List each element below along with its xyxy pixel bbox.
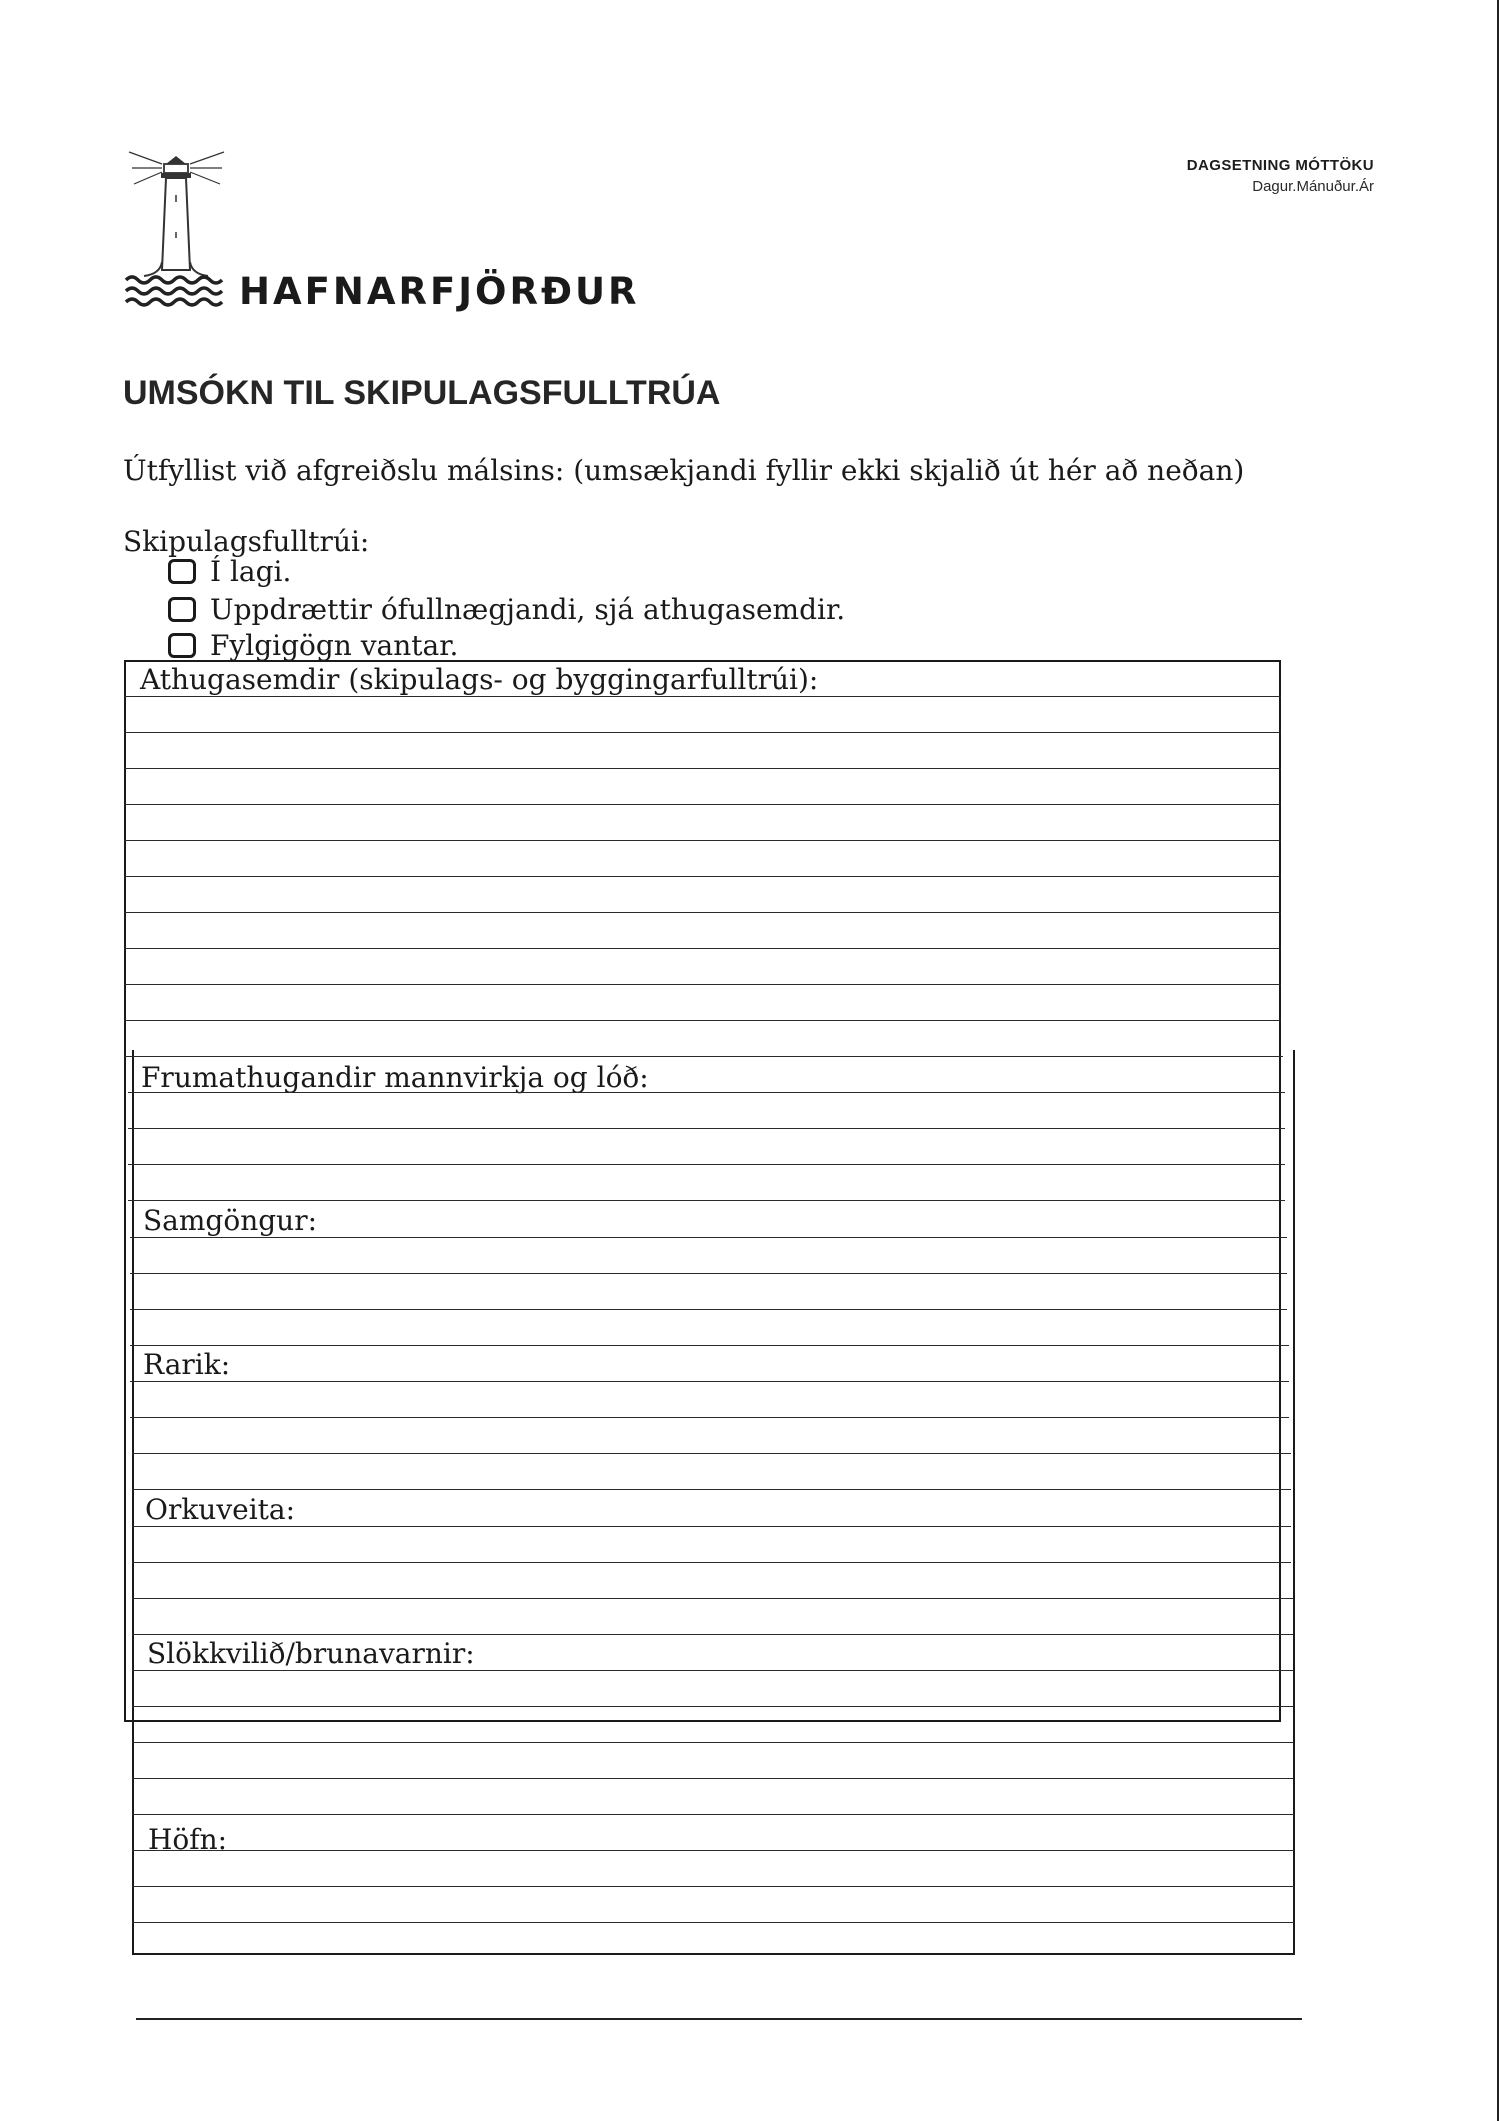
writing-line[interactable] bbox=[132, 1670, 1293, 1671]
writing-line[interactable] bbox=[132, 1453, 1291, 1454]
writing-line[interactable] bbox=[128, 1128, 1285, 1129]
writing-line[interactable] bbox=[128, 1092, 1285, 1093]
section-label-transport: Samgöngur: bbox=[143, 1204, 318, 1237]
status-label: Skipulagsfulltrúi: bbox=[123, 525, 370, 558]
page-edge-line bbox=[1497, 0, 1499, 2121]
writing-line[interactable] bbox=[124, 840, 1281, 841]
checkbox-drawings-insufficient[interactable] bbox=[168, 597, 196, 622]
municipality-logo bbox=[124, 150, 640, 320]
writing-line[interactable] bbox=[132, 1886, 1295, 1887]
writing-line[interactable] bbox=[130, 1237, 1287, 1238]
writing-line[interactable] bbox=[132, 1598, 1293, 1599]
writing-line[interactable] bbox=[128, 1200, 1285, 1201]
municipality-name: HAFNARFJÖRÐUR bbox=[239, 270, 640, 313]
writing-line[interactable] bbox=[124, 984, 1281, 985]
writing-line[interactable] bbox=[124, 1020, 1281, 1021]
status-option-label: Fylgigögn vantar. bbox=[210, 628, 459, 662]
section-label-comments: Athugasemdir (skipulags- og byggingarfulltrúi): bbox=[140, 663, 819, 696]
section-label-harbour: Höfn: bbox=[148, 1823, 228, 1856]
section-label-utility: Orkuveita: bbox=[145, 1493, 296, 1526]
writing-line[interactable] bbox=[132, 1634, 1293, 1635]
status-option-ok[interactable] bbox=[168, 553, 291, 589]
writing-line[interactable] bbox=[130, 1273, 1287, 1274]
writing-line[interactable] bbox=[132, 1562, 1291, 1563]
checkbox-attachments-missing[interactable] bbox=[168, 633, 196, 658]
writing-line[interactable] bbox=[124, 732, 1281, 733]
status-option-label: Í lagi. bbox=[210, 554, 292, 588]
receipt-date-box bbox=[1187, 157, 1374, 195]
writing-line[interactable] bbox=[132, 1742, 1293, 1743]
agency-review-box bbox=[132, 1050, 1295, 1955]
lighthouse-icon bbox=[124, 150, 244, 320]
writing-line[interactable] bbox=[130, 1381, 1289, 1382]
checkbox-ok[interactable] bbox=[168, 559, 196, 584]
writing-line[interactable] bbox=[124, 804, 1281, 805]
status-option-attachments-missing[interactable] bbox=[168, 627, 458, 663]
receipt-date-format: Dagur.Mánuður.Ár bbox=[1252, 178, 1374, 195]
intro-text: Útfyllist við afgreiðslu málsins: (umsækjandi fyllir ekki skjalið út hér að neðan) bbox=[123, 454, 1245, 487]
writing-line[interactable] bbox=[128, 1164, 1285, 1165]
writing-line[interactable] bbox=[124, 912, 1281, 913]
status-option-label: Uppdrættir ófullnægjandi, sjá athugasemdir. bbox=[210, 592, 846, 626]
writing-line[interactable] bbox=[124, 876, 1281, 877]
section-label-initial-review: Frumathugandir mannvirkja og lóð: bbox=[141, 1061, 649, 1094]
writing-line[interactable] bbox=[132, 1922, 1295, 1923]
section-label-rarik: Rarik: bbox=[143, 1348, 231, 1381]
writing-line[interactable] bbox=[130, 1417, 1289, 1418]
writing-line[interactable] bbox=[124, 1056, 1283, 1057]
writing-line[interactable] bbox=[130, 1345, 1289, 1346]
writing-line[interactable] bbox=[132, 1778, 1293, 1779]
writing-line[interactable] bbox=[132, 1489, 1291, 1490]
writing-line[interactable] bbox=[132, 1706, 1293, 1707]
writing-line[interactable] bbox=[124, 696, 1281, 697]
footer-divider bbox=[136, 2018, 1302, 2020]
writing-line[interactable] bbox=[132, 1850, 1295, 1851]
writing-line[interactable] bbox=[130, 1309, 1287, 1310]
page-title: UMSÓKN TIL SKIPULAGSFULLTRÚA bbox=[123, 374, 721, 412]
writing-line[interactable] bbox=[124, 948, 1281, 949]
writing-line[interactable] bbox=[132, 1526, 1291, 1527]
status-option-drawings-insufficient[interactable] bbox=[168, 591, 845, 627]
receipt-date-label: DAGSETNING MÓTTÖKU bbox=[1186, 157, 1374, 174]
section-label-fire-safety: Slökkvilið/brunavarnir: bbox=[147, 1637, 475, 1670]
writing-line[interactable] bbox=[124, 768, 1281, 769]
writing-line[interactable] bbox=[132, 1814, 1295, 1815]
